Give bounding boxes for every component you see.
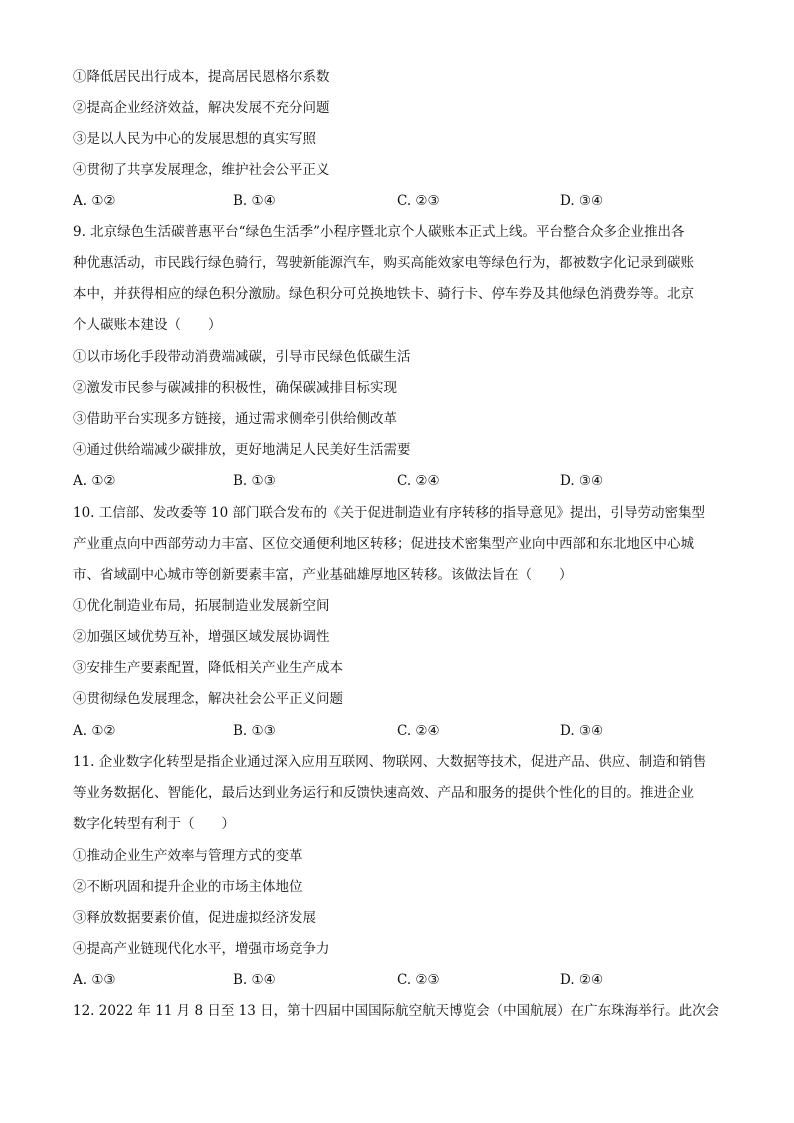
q8-option-d: D. ③④: [560, 193, 604, 209]
q10-option-a: A. ①②: [73, 723, 116, 739]
q11-options: [73, 971, 733, 989]
q11-choice-1: ①推动企业生产效率与管理方式的变革: [73, 848, 303, 864]
q11-option-a: A. ①③: [73, 972, 116, 988]
q8-options: [73, 192, 733, 210]
q10-stem-line-1: 10. 工信部、发改委等 10 部门联合发布的《关于促进制造业有序转移的指导意见》提出，引导劳动密集型: [73, 505, 706, 521]
q9-stem-line-2: 种优惠活动，市民践行绿色骑行，驾驶新能源汽车，购买高能效家电等绿色行为，都被数字化记录到碳账: [73, 255, 694, 271]
q9-option-a: A. ①②: [73, 473, 116, 489]
q10-option-c: C. ②④: [397, 723, 440, 739]
q9-options: [73, 472, 733, 490]
q10-option-b: B. ①③: [233, 723, 276, 739]
q9-choice-1: ①以市场化手段带动消费端减碳，引导市民绿色低碳生活: [73, 349, 411, 365]
q8-choice-1: ①降低居民出行成本，提高居民恩格尔系数: [73, 69, 330, 85]
q11-stem-line-1: 11. 企业数字化转型是指企业通过深入应用互联网、物联网、大数据等技术，促进产品、供应、制造和销售: [73, 754, 707, 770]
q10-stem-line-3: 市、省域副中心城市等创新要素丰富，产业基础雄厚地区转移。该做法旨在（ ）: [73, 567, 573, 583]
q8-option-b: B. ①④: [233, 193, 276, 209]
q11-option-d: D. ②④: [560, 972, 604, 988]
q9-choice-4: ④通过供给端减少碳排放，更好地满足人民美好生活需要: [73, 442, 411, 458]
q11-choice-3: ③释放数据要素价值，促进虚拟经济发展: [73, 910, 316, 926]
q11-choice-2: ②不断巩固和提升企业的市场主体地位: [73, 879, 303, 895]
q11-option-c: C. ②③: [397, 972, 440, 988]
q9-option-b: B. ①③: [233, 473, 276, 489]
q10-stem-line-2: 产业重点向中西部劳动力丰富、区位交通便利地区转移；促进技术密集型产业向中西部和东北地区中心城: [73, 536, 694, 552]
q9-option-d: D. ③④: [560, 473, 604, 489]
q10-options: [73, 722, 733, 740]
q10-choice-3: ③安排生产要素配置，降低相关产业生产成本: [73, 660, 343, 676]
q11-stem-line-2: 等业务数据化、智能化，最后达到业务运行和反馈快速高效、产品和服务的提供个性化的目的。推进企业: [73, 785, 694, 801]
q10-option-d: D. ③④: [560, 723, 604, 739]
q9-stem-line-1: 9. 北京绿色生活碳普惠平台“绿色生活季”小程序暨北京个人碳账本正式上线。平台整合众多企业推出各: [73, 224, 685, 240]
q8-option-c: C. ②③: [397, 193, 440, 209]
q10-choice-2: ②加强区域优势互补，增强区域发展协调性: [73, 629, 330, 645]
q8-choice-3: ③是以人民为中心的发展思想的真实写照: [73, 131, 316, 147]
q8-choice-4: ④贯彻了共享发展理念，维护社会公平正义: [73, 162, 330, 178]
q9-choice-3: ③借助平台实现多方链接，通过需求侧牵引供给侧改革: [73, 411, 397, 427]
q8-option-a: A. ①②: [73, 193, 116, 209]
q10-choice-4: ④贯彻绿色发展理念，解决社会公平正义问题: [73, 691, 343, 707]
q12-stem-line-1: 12. 2022 年 11 月 8 日至 13 日，第十四届中国国际航空航天博览会（中国航展）在广东珠海举行。此次会: [73, 1003, 720, 1019]
q11-choice-4: ④提高产业链现代化水平，增强市场竞争力: [73, 941, 330, 957]
q9-stem-line-3: 本中，并获得相应的绿色积分激励。绿色积分可兑换地铁卡、骑行卡、停车券及其他绿色消费券等。北京: [73, 286, 694, 302]
q9-stem-line-4: 个人碳账本建设（ ）: [73, 317, 222, 333]
q8-choice-2: ②提高企业经济效益，解决发展不充分问题: [73, 100, 330, 116]
q9-option-c: C. ②④: [397, 473, 440, 489]
q10-choice-1: ①优化制造业布局，拓展制造业发展新空间: [73, 598, 330, 614]
q9-choice-2: ②激发市民参与碳减排的积极性，确保碳减排目标实现: [73, 380, 397, 396]
q11-option-b: B. ①④: [233, 972, 276, 988]
q11-stem-line-3: 数字化转型有利于（ ）: [73, 816, 235, 832]
